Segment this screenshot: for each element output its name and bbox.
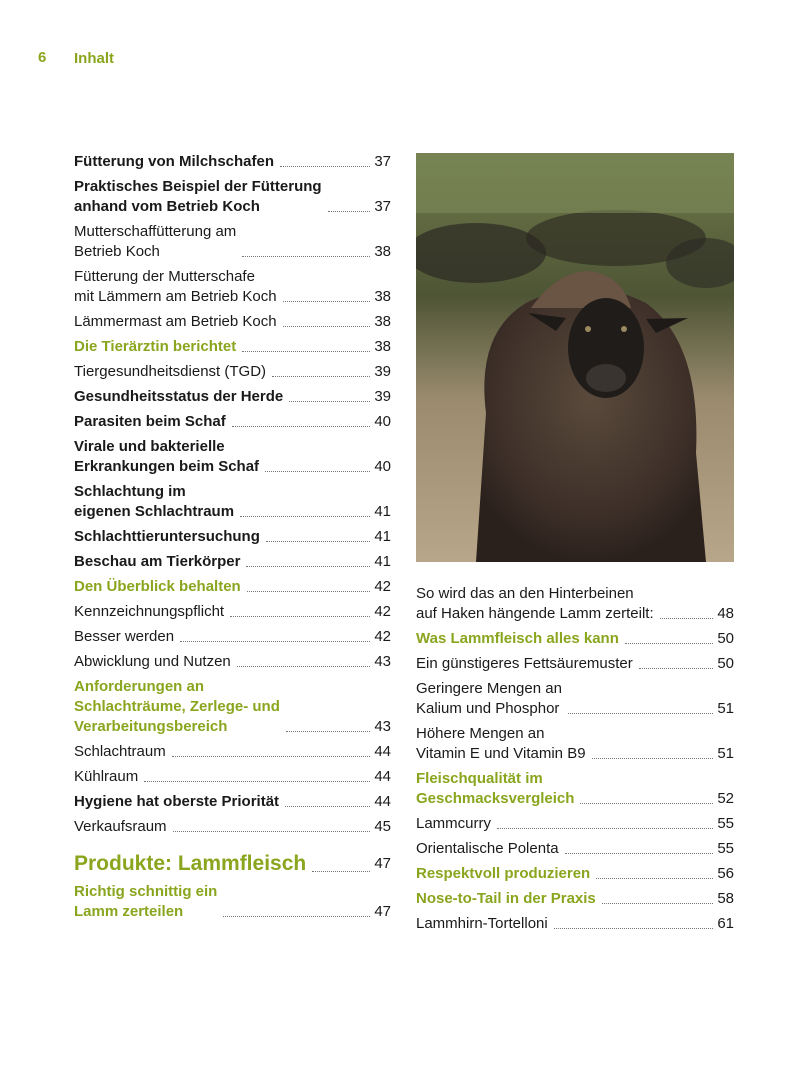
- leader-dots: [272, 376, 370, 377]
- leader-dots: [223, 916, 370, 917]
- toc-entry-title: Was Lammfleisch alles kann: [416, 630, 619, 647]
- toc-entry-title: Lammcurry: [416, 815, 492, 832]
- toc-entry[interactable]: [74, 552, 391, 572]
- toc-entry[interactable]: [74, 337, 391, 357]
- toc-entry-title: Fleischqualität im Geschmacksvergleich: [416, 770, 575, 807]
- toc-entry-page: 38: [374, 243, 391, 260]
- toc-entry[interactable]: [416, 584, 734, 624]
- toc-entry-page: 47: [374, 903, 391, 920]
- leader-dots: [265, 471, 370, 472]
- toc-entry[interactable]: [74, 312, 391, 332]
- toc-entry-page: 52: [717, 790, 734, 807]
- toc-entry-page: 50: [717, 655, 734, 672]
- toc-entry-title: Hygiene hat oberste Priorität: [74, 793, 280, 810]
- leader-dots: [568, 713, 713, 714]
- leader-dots: [625, 643, 713, 644]
- toc-entry-page: 41: [374, 528, 391, 545]
- leader-dots: [240, 516, 370, 517]
- toc-entry-title: Fütterung der Mutterschafe mit Lämmern am Betrieb Koch: [74, 268, 277, 305]
- leader-dots: [247, 591, 371, 592]
- toc-entry[interactable]: [74, 362, 391, 382]
- toc-entry-title: Praktisches Beispiel der Fütterung anhand vom Betrieb Koch: [74, 178, 322, 215]
- toc-entry[interactable]: [416, 864, 734, 884]
- toc-entry-page: 41: [374, 503, 391, 520]
- toc-entry-title: Schlachttieruntersuchung: [74, 528, 260, 545]
- toc-entry-page: 61: [717, 915, 734, 932]
- toc-entry-title: Beschau am Tierkörper: [74, 553, 241, 570]
- toc-entry[interactable]: [74, 767, 391, 787]
- toc-entry[interactable]: [74, 652, 391, 672]
- toc-entry[interactable]: [416, 679, 734, 719]
- toc-entry[interactable]: [74, 677, 391, 737]
- toc-entry-title: Den Überblick behalten: [74, 578, 241, 595]
- leader-dots: [173, 831, 371, 832]
- toc-entry[interactable]: [74, 387, 391, 407]
- toc-entry-page: 42: [374, 603, 391, 620]
- toc-entry-title: Besser werden: [74, 628, 175, 645]
- toc-entry-page: 47: [374, 855, 391, 872]
- leader-dots: [592, 758, 714, 759]
- leader-dots: [497, 828, 713, 829]
- toc-entry-page: 42: [374, 578, 391, 595]
- toc-entry[interactable]: [74, 882, 391, 922]
- toc-entry-page: 56: [717, 865, 734, 882]
- leader-dots: [242, 256, 370, 257]
- toc-entry-page: 45: [374, 818, 391, 835]
- toc-entry-page: 48: [717, 605, 734, 622]
- toc-left-column: [74, 150, 391, 927]
- toc-entry-page: 50: [717, 630, 734, 647]
- toc-entry-title: Virale und bakterielle Erkrankungen beim Schaf: [74, 438, 260, 475]
- toc-entry-page: 44: [374, 768, 391, 785]
- leader-dots: [554, 928, 714, 929]
- toc-entry-page: 37: [374, 153, 391, 170]
- toc-entry[interactable]: [416, 654, 734, 674]
- leader-dots: [230, 616, 370, 617]
- toc-entry-page: 40: [374, 458, 391, 475]
- leader-dots: [580, 803, 713, 804]
- leader-dots: [596, 878, 713, 879]
- toc-entry[interactable]: [74, 851, 391, 877]
- toc-entry[interactable]: [416, 839, 734, 859]
- toc-entry-title: Anforderungen an Schlachträume, Zerlege- und Verarbeitungsbereich: [74, 678, 280, 735]
- leader-dots: [602, 903, 714, 904]
- toc-entry-page: 43: [374, 653, 391, 670]
- toc-entry-title: Lämmermast am Betrieb Koch: [74, 313, 277, 330]
- leader-dots: [242, 351, 370, 352]
- toc-entry[interactable]: [416, 724, 734, 764]
- toc-entry[interactable]: [74, 792, 391, 812]
- leader-dots: [266, 541, 370, 542]
- toc-entry-page: 44: [374, 793, 391, 810]
- page-number: 6: [38, 49, 47, 66]
- leader-dots: [232, 426, 371, 427]
- toc-entry[interactable]: [74, 577, 391, 597]
- toc-entry-title: Ein günstigeres Fettsäuremuster: [416, 655, 633, 672]
- leader-dots: [289, 401, 370, 402]
- running-header: Inhalt: [74, 50, 114, 67]
- toc-entry[interactable]: [74, 742, 391, 762]
- toc-entry[interactable]: [416, 629, 734, 649]
- toc-entry[interactable]: [416, 914, 734, 934]
- leader-dots: [172, 756, 371, 757]
- leader-dots: [246, 566, 370, 567]
- toc-entry-title: Parasiten beim Schaf: [74, 413, 226, 430]
- toc-entry-title: Nose-to-Tail in der Praxis: [416, 890, 596, 907]
- toc-entry-title: Lammhirn-Tortelloni: [416, 915, 548, 932]
- toc-entry-page: 41: [374, 553, 391, 570]
- leader-dots: [639, 668, 714, 669]
- toc-entry-page: 55: [717, 840, 734, 857]
- toc-entry-title: Richtig schnittig ein Lamm zerteilen: [74, 883, 218, 920]
- toc-entry[interactable]: [74, 177, 391, 217]
- toc-entry[interactable]: [74, 527, 391, 547]
- toc-entry-title: Geringere Mengen an Kalium und Phosphor: [416, 680, 562, 717]
- toc-entry-page: 51: [717, 745, 734, 762]
- toc-entry-page: 55: [717, 815, 734, 832]
- toc-entry-title: Die Tierärztin berichtet: [74, 338, 237, 355]
- leader-dots: [283, 301, 371, 302]
- toc-entry-title: Höhere Mengen an Vitamin E und Vitamin B9: [416, 725, 586, 762]
- toc-entry-page: 58: [717, 890, 734, 907]
- toc-entry-title: Kühlraum: [74, 768, 139, 785]
- leader-dots: [280, 166, 370, 167]
- leader-dots: [312, 871, 370, 872]
- toc-entry-page: 43: [374, 718, 391, 735]
- toc-entry-title: Respektvoll produzieren: [416, 865, 591, 882]
- leader-dots: [565, 853, 714, 854]
- leader-dots: [283, 326, 371, 327]
- toc-entry[interactable]: [416, 769, 734, 809]
- toc-entry[interactable]: [416, 814, 734, 834]
- toc-entry-page: 42: [374, 628, 391, 645]
- toc-entry-page: 40: [374, 413, 391, 430]
- toc-entry-title: Verkaufsraum: [74, 818, 167, 835]
- sheep-photo: [416, 153, 734, 562]
- toc-entry[interactable]: [416, 889, 734, 909]
- toc-entry[interactable]: [74, 267, 391, 307]
- leader-dots: [286, 731, 370, 732]
- toc-entry-page: 37: [374, 198, 391, 215]
- toc-entry[interactable]: [74, 437, 391, 477]
- toc-entry-title: Tiergesundheitsdienst (TGD): [74, 363, 267, 380]
- toc-entry[interactable]: [74, 817, 391, 837]
- toc-entry-title: Produkte: Lammfleisch: [74, 852, 307, 875]
- toc-entry-title: Abwicklung und Nutzen: [74, 653, 231, 670]
- toc-entry[interactable]: [74, 482, 391, 522]
- toc-entry-title: Schlachtung im eigenen Schlachtraum: [74, 483, 235, 520]
- toc-entry-title: Schlachtraum: [74, 743, 166, 760]
- toc-entry-page: 39: [374, 363, 391, 380]
- toc-entry-title: Kennzeichnungspflicht: [74, 603, 225, 620]
- toc-entry-page: 38: [374, 313, 391, 330]
- leader-dots: [660, 618, 714, 619]
- leader-dots: [328, 211, 371, 212]
- leader-dots: [237, 666, 371, 667]
- toc-entry[interactable]: [74, 152, 391, 172]
- toc-entry[interactable]: [74, 412, 391, 432]
- toc-entry-page: 38: [374, 288, 391, 305]
- toc-entry[interactable]: [74, 602, 391, 622]
- leader-dots: [144, 781, 370, 782]
- toc-entry-page: 38: [374, 338, 391, 355]
- toc-entry-title: Gesundheitsstatus der Herde: [74, 388, 284, 405]
- toc-entry[interactable]: [74, 222, 391, 262]
- leader-dots: [285, 806, 370, 807]
- toc-entry-page: 51: [717, 700, 734, 717]
- toc-entry-page: 44: [374, 743, 391, 760]
- toc-entry-title: Mutterschaffütterung am Betrieb Koch: [74, 223, 237, 260]
- toc-entry-title: So wird das an den Hinterbeinen auf Haken hängende Lamm zerteilt:: [416, 585, 654, 622]
- toc-right-column: [416, 584, 734, 939]
- leader-dots: [180, 641, 370, 642]
- toc-entry[interactable]: [74, 627, 391, 647]
- toc-entry-page: 39: [374, 388, 391, 405]
- toc-entry-title: Fütterung von Milchschafen: [74, 153, 275, 170]
- toc-entry-title: Orientalische Polenta: [416, 840, 559, 857]
